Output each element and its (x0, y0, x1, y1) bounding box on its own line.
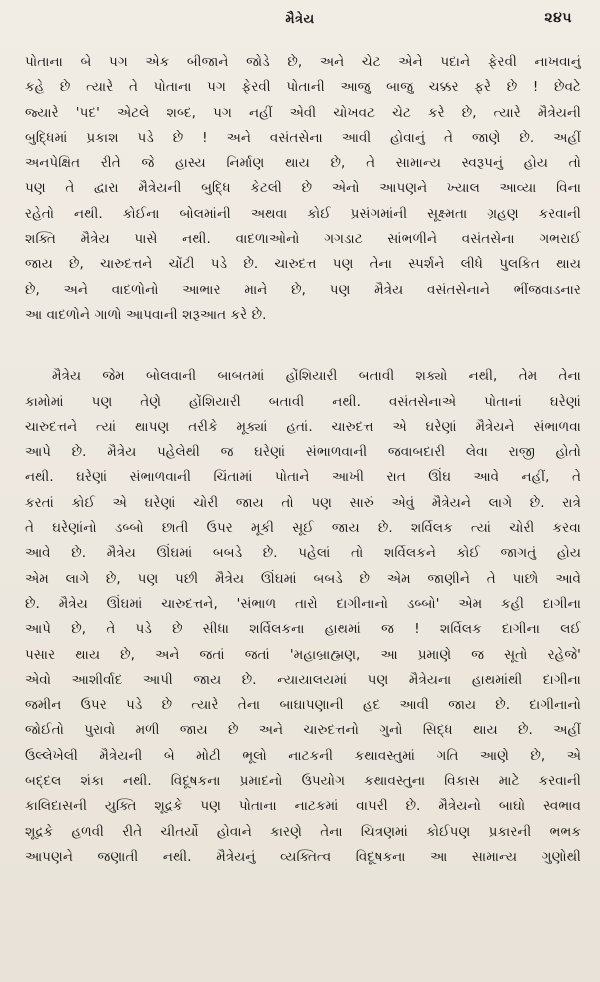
text-line: બદ્દલ શંકા નથી. વિદૂષકના પ્રમાદનો ઉપયોગ કથાવસ્તુના વિકાસ માટે કરવાની (25, 774, 581, 790)
text-line: એમ લાગે છે, પણ પછી મૈત્રેય ઊંઘમાં બબડે છે એમ જાણીને તે પાછો આવે (25, 571, 581, 587)
paragraph-gap (25, 328, 581, 364)
text-line: શક્તિ મૈત્રેય પાસે નથી. વાદળાઓનો ગગડાટ સાંભળીને વસંતસેના ગભરાઈ (25, 232, 581, 248)
text-line: ચારુદત્તને ત્યાં થાપણ તરીકે મૂક્યાં હતાં. ચારુદત્ત એ ઘરેણાં મૈત્રેયને સંભાળવા (25, 419, 581, 435)
text-line: છે, અને વાદળોનો આભાર માને છે, પણ મૈત્રેય વસંતસેનાને ભીંજવાડનાર (25, 282, 581, 298)
text-line: કહે છે ત્યારે તે પોતાના પગ ફેરવી પોતાની આજુ બાજુ ચક્કર ફરે છે ! છેવટે (25, 80, 581, 96)
text-line: પોતાના બે પગ એક બીજાને જોડે છે, અને ચેટ એને પદાને ફેરવી નાખવાનું (25, 55, 581, 70)
text-line: જોઈતો પુરાવો મળી જાય છે અને ચારુદત્તનો ગુનો સિદ્ધ થાય છે. અહીં (25, 723, 581, 739)
text-line: રહેતો નથી. કોઈના બોલમાંની અથવા કોઈ પ્રસંગમાંની સૂક્ષ્મતા ગ્રહણ કરવાની (25, 206, 581, 222)
paragraph-1 (25, 50, 581, 328)
text-line: આ વાદળોને ગાળો આપવાની શરૂઆત કરે છે. (25, 307, 267, 323)
text-line: જાય છે, ચારુદત્તને ચોંટી પડે છે. ચારુદત્ત પણ તેના સ્પર્શને લીધે પુલકિત થાય (25, 257, 581, 273)
text-line: આપણને જણાતી નથી. મૈત્રેયનું વ્યક્તિત્વ વિદૂષકના આ સામાન્ય ગુણોથી (25, 849, 581, 865)
text-line: બુદ્ધિમાં પ્રકાશ પડે છે ! અને વસંતસેના આવી હોવાનું તે જાણે છે. અહીં (25, 130, 581, 146)
text-line: શૂદ્રકે હળવી રીતે ચીતર્યો હોવાને કારણે તેના ચિત્રણમાં કોઈપણ પ્રકારની ભભક (25, 824, 581, 840)
text-line: પણ તે દ્વારા મૈત્રેયની બુદ્ધિ કેટલી છે એનો આપણને ખ્યાલ આવ્યા વિના (25, 181, 581, 197)
text-line: આપે છે, તે પડે છે સીધા શર્વિલકના હાથમાં જ ! શર્વિલક દાગીના લઈ (25, 622, 581, 638)
paragraph-2 (25, 364, 581, 870)
text-line: કરતાં કોઈ એ ઘરેણાં ચોરી જાય તો પણ સારું એવું મૈત્રેયને લાગે છે. રાત્રે (25, 495, 581, 511)
text-line: મૈત્રેય જેમ બોલવાની બાબતમાં હોંશિયારી બતાવી શક્યો નથી, તેમ તેના (52, 369, 581, 385)
page-number: ૨૪૫ (544, 10, 572, 26)
running-title: મૈત્રેય (285, 12, 315, 27)
text-line: પસાર થાય છે, અને જતાં જતાં 'મહાબ્રાહ્મણ, આ પ્રમાણે જ સૂતો રહેજે' (25, 647, 581, 663)
text-line: જ્યારે 'પદ' એટલે શબ્દ, પગ નહીં એવી ચોખવટ ચેટ કરે છે, ત્યારે મૈત્રેયની (25, 105, 581, 121)
text-line: છે. મૈત્રેય ઊંઘમાં ચારુદત્તને, 'સંભાળ તારો દાગીનાનો ડબ્બો' એમ કહી દાગીના (25, 596, 581, 612)
text-line: ઉલ્લેખેલી મૈત્રેયની બે મોટી ભૂલો નાટકની કથાવસ્તુમાં ગતિ આણે છે, એ (25, 748, 581, 764)
text-line: નથી. ઘરેણાં સંભાળવાની ચિંતામાં પોતાને આખી રાત ઊંઘ આવે નહીં, તે (25, 470, 581, 486)
text-line: તે ઘરેણાંનો ડબ્બો છાતી ઉપર મૂકી સૂઈ જાય છે. શર્વિલક ત્યાં ચોરી કરવા (25, 521, 581, 537)
text-line: આવે છે. મૈત્રેય ઊંઘમાં બબડે છે. પહેલાં તો શર્વિલકને કોઈ જાગતું હોય (25, 546, 581, 562)
text-line: આપે છે. મૈત્રેય પહેલેથી જ ઘરેણાં સંભાળવાની જવાબદારી લેવા રાજી હોતો (25, 445, 581, 461)
body-text (25, 50, 581, 870)
text-line: કામોમાં પણ તેણે હોંશિયારી બતાવી નથી. વસંતસેનાએ પોતાનાં ઘરેણાં (25, 394, 581, 410)
page-header (0, 6, 600, 36)
text-line: અનપેક્ષિત રીતે જે હાસ્ય નિર્માણ થાય છે, તે સામાન્ય સ્વરૂપનું હોય તો (25, 156, 581, 172)
text-line: કાલિદાસની યુક્તિ શૂદ્રકે પણ પોતાના નાટકમાં વાપરી છે. મૈત્રેયનો બાઘો સ્વભાવ (25, 799, 581, 815)
text-line: જમીન ઉપર પડે છે ત્યારે તેના બાઘાપણાની હદ આવી જાય છે. દાગીનાનો (25, 698, 581, 714)
text-line: એવો આશીર્વાદ આપી જાય છે. ન્યાયાલયમાં પણ મૈત્રેયના હાથમાંથી દાગીના (25, 672, 581, 688)
